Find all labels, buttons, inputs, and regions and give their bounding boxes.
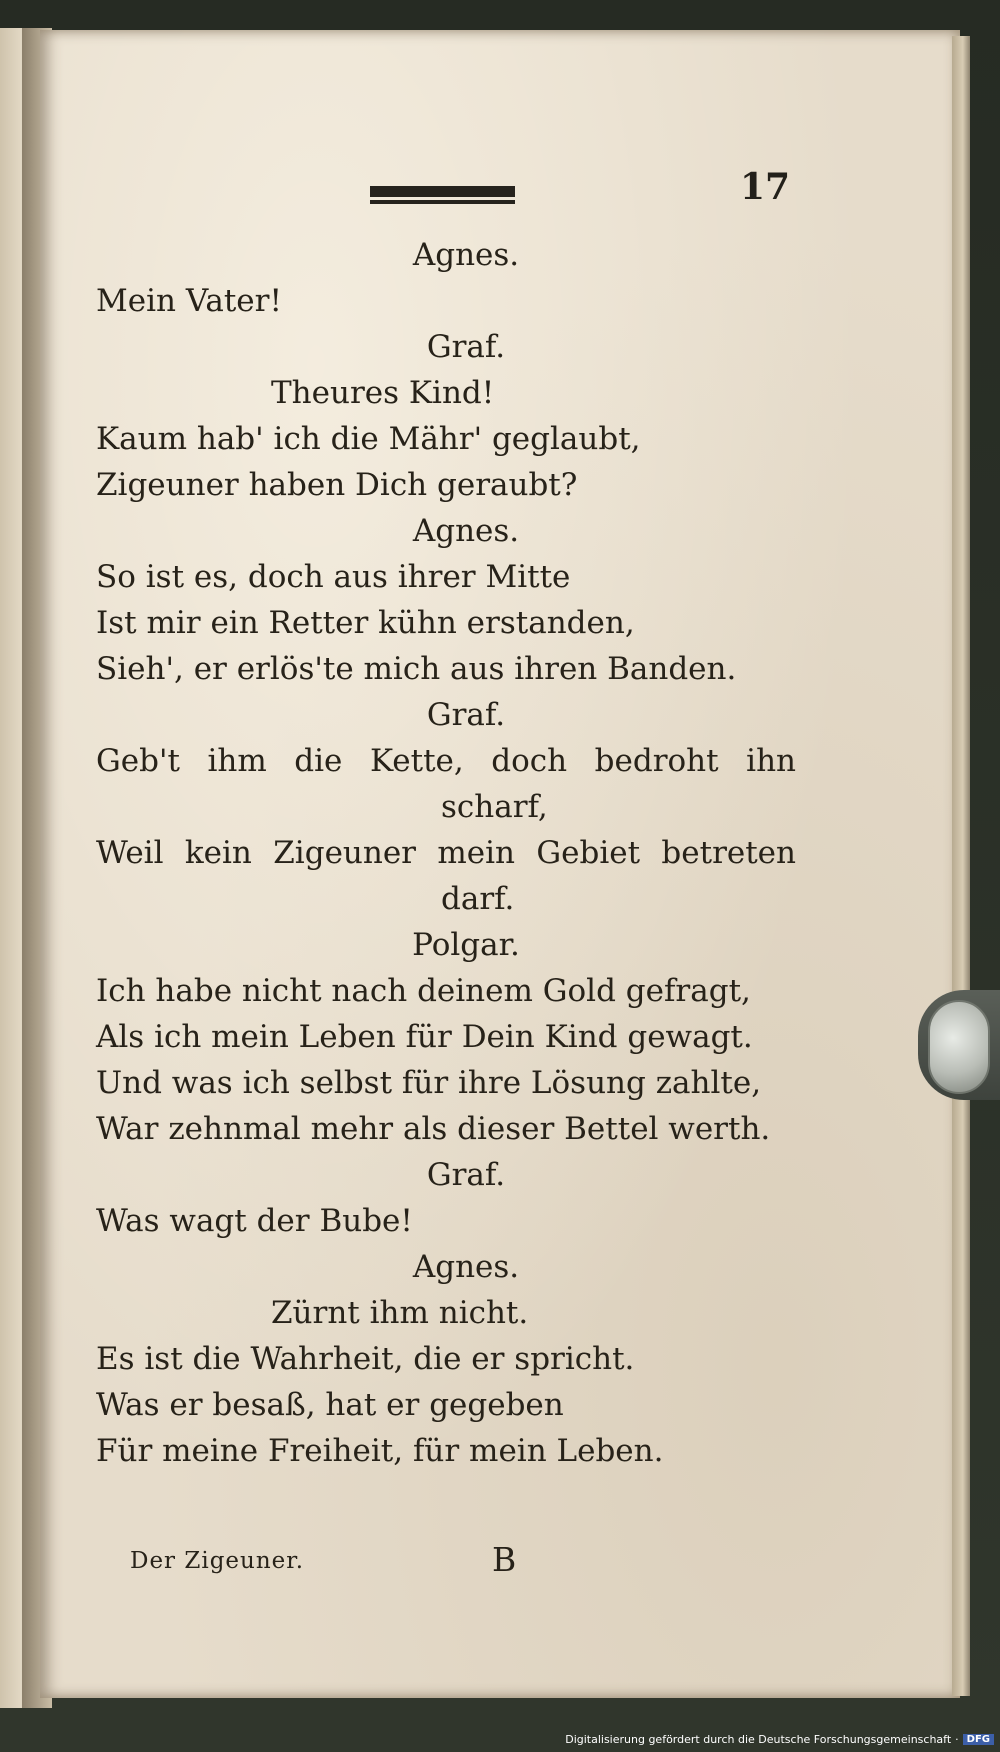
verse-line: scharf, xyxy=(441,789,548,825)
verse-line: Geb't ihm die Kette, doch bedroht ihn xyxy=(96,743,796,779)
speaker-name: Graf. xyxy=(426,1157,506,1193)
verse-line: Zigeuner haben Dich geraubt? xyxy=(96,467,578,503)
speaker-name: Agnes. xyxy=(412,513,520,549)
verse-line: Theures Kind! xyxy=(271,375,495,411)
verse-line: Und was ich selbst für ihre Lösung zahlte, xyxy=(96,1065,762,1101)
credit-text: Digitalisierung gefördert durch die Deutsche Forschungsgemeinschaft xyxy=(565,1732,952,1746)
clip-ring xyxy=(928,1000,990,1094)
speaker-name: Agnes. xyxy=(412,237,520,273)
running-title: Der Zigeuner. xyxy=(130,1548,305,1574)
verse-line: Was er besaß, hat er gegeben xyxy=(96,1387,564,1423)
verse-line: Ich habe nicht nach deinem Gold gefragt, xyxy=(96,973,751,1009)
header-rule-thin xyxy=(370,200,515,204)
page-text xyxy=(96,232,796,1474)
speaker-name: Graf. xyxy=(426,697,506,733)
verse-line: Was wagt der Bube! xyxy=(96,1203,413,1239)
digitization-credit: Digitalisierung gefördert durch die Deutsche Forschungsgemeinschaft · DFG xyxy=(565,1730,994,1748)
verse-line: Weil kein Zigeuner mein Gebiet betreten xyxy=(96,835,796,871)
page-right-edge xyxy=(952,36,970,1696)
verse-line: So ist es, doch aus ihrer Mitte xyxy=(96,559,571,595)
verse-line: Ist mir ein Retter kühn erstanden, xyxy=(96,605,635,641)
header-rule xyxy=(370,186,515,206)
speaker-name: Polgar. xyxy=(412,927,520,963)
speaker-name: Graf. xyxy=(426,329,506,365)
verse-line: Als ich mein Leben für Dein Kind gewagt. xyxy=(96,1019,753,1055)
dfg-badge: DFG xyxy=(963,1734,994,1745)
verse-line: War zehnmal mehr als dieser Bettel werth. xyxy=(96,1111,771,1147)
verse-line: Sieh', er erlös'te mich aus ihren Banden. xyxy=(96,651,737,687)
page-number: 17 xyxy=(740,166,791,208)
speaker-name: Agnes. xyxy=(412,1249,520,1285)
signature-mark: B xyxy=(492,1540,517,1579)
verse-line: darf. xyxy=(441,881,515,917)
verse-line: Für meine Freiheit, für mein Leben. xyxy=(96,1433,664,1469)
page-footer xyxy=(130,1540,770,1584)
verse-line: Mein Vater! xyxy=(96,283,282,319)
verse-line: Zürnt ihm nicht. xyxy=(271,1295,529,1331)
verse-line: Kaum hab' ich die Mähr' geglaubt, xyxy=(96,421,641,457)
verse-line: Es ist die Wahrheit, die er spricht. xyxy=(96,1341,635,1377)
header-rule-thick xyxy=(370,186,515,197)
